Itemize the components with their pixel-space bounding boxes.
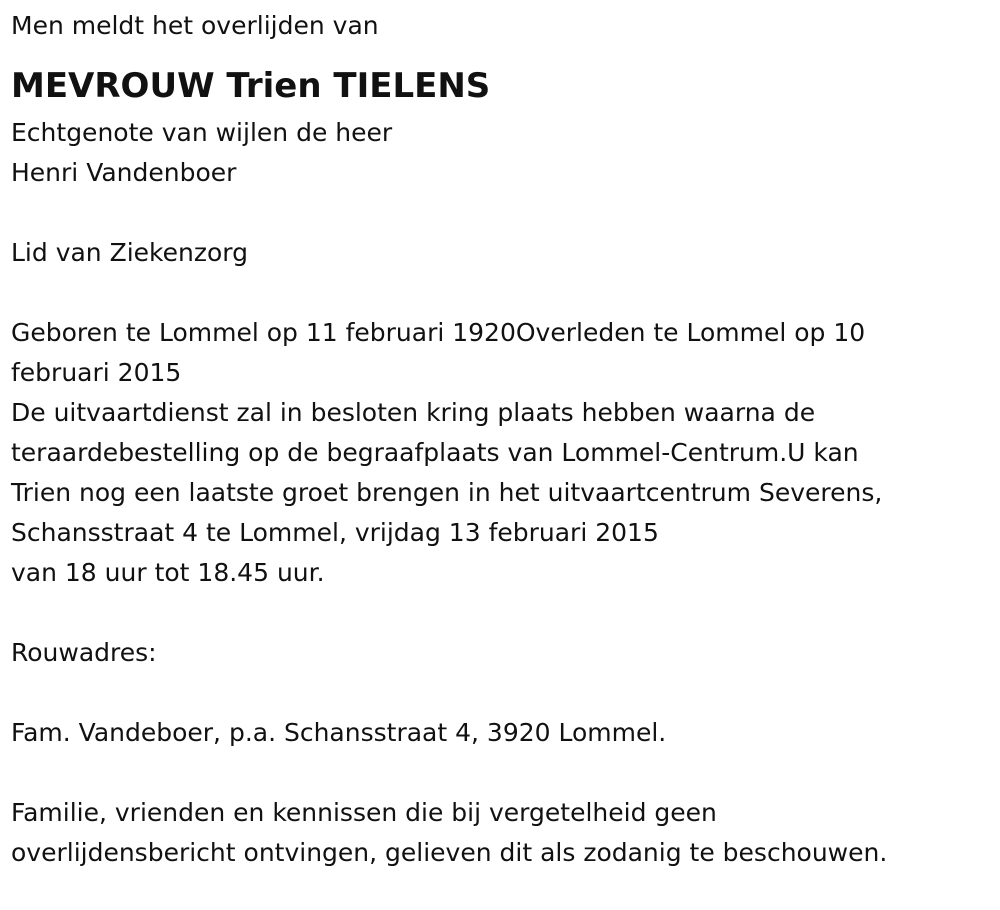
address-line: Fam. Vandeboer, p.a. Schansstraat 4, 3920 Lommel.: [11, 718, 667, 747]
spacer: [11, 273, 986, 313]
spacer: [11, 673, 986, 713]
details-line-1: Geboren te Lommel op 11 februari 1920Overleden te Lommel op 10: [11, 318, 866, 347]
details-line-6: Schansstraat 4 te Lommel, vrijdag 13 februari 2015: [11, 518, 659, 547]
deceased-name: MEVROUW Trien TIELENS: [11, 66, 491, 106]
membership-line: Lid van Ziekenzorg: [11, 238, 248, 267]
closing-line-2: overlijdensbericht ontvingen, gelieven dit als zodanig te beschouwen.: [11, 838, 888, 867]
address-label: Rouwadres:: [11, 638, 157, 667]
intro-line: Men meldt het overlijden van: [11, 11, 379, 40]
details-line-7: van 18 uur tot 18.45 uur.: [11, 558, 325, 587]
spacer: [11, 593, 986, 633]
spacer: [11, 193, 986, 233]
details-line-5: Trien nog een laatste groet brengen in het uitvaartcentrum Severens,: [11, 478, 883, 507]
spouse-line-2: Henri Vandenboer: [11, 158, 237, 187]
details-line-4: teraardebestelling op de begraafplaats van Lommel-Centrum.U kan: [11, 438, 859, 467]
spouse-line-1: Echtgenote van wijlen de heer: [11, 118, 393, 147]
closing-line-1: Familie, vrienden en kennissen die bij vergetelheid geen: [11, 798, 717, 827]
details-line-2: februari 2015: [11, 358, 182, 387]
details-line-3: De uitvaartdienst zal in besloten kring plaats hebben waarna de: [11, 398, 816, 427]
spacer: [11, 753, 986, 793]
obituary-notice: [11, 6, 986, 873]
